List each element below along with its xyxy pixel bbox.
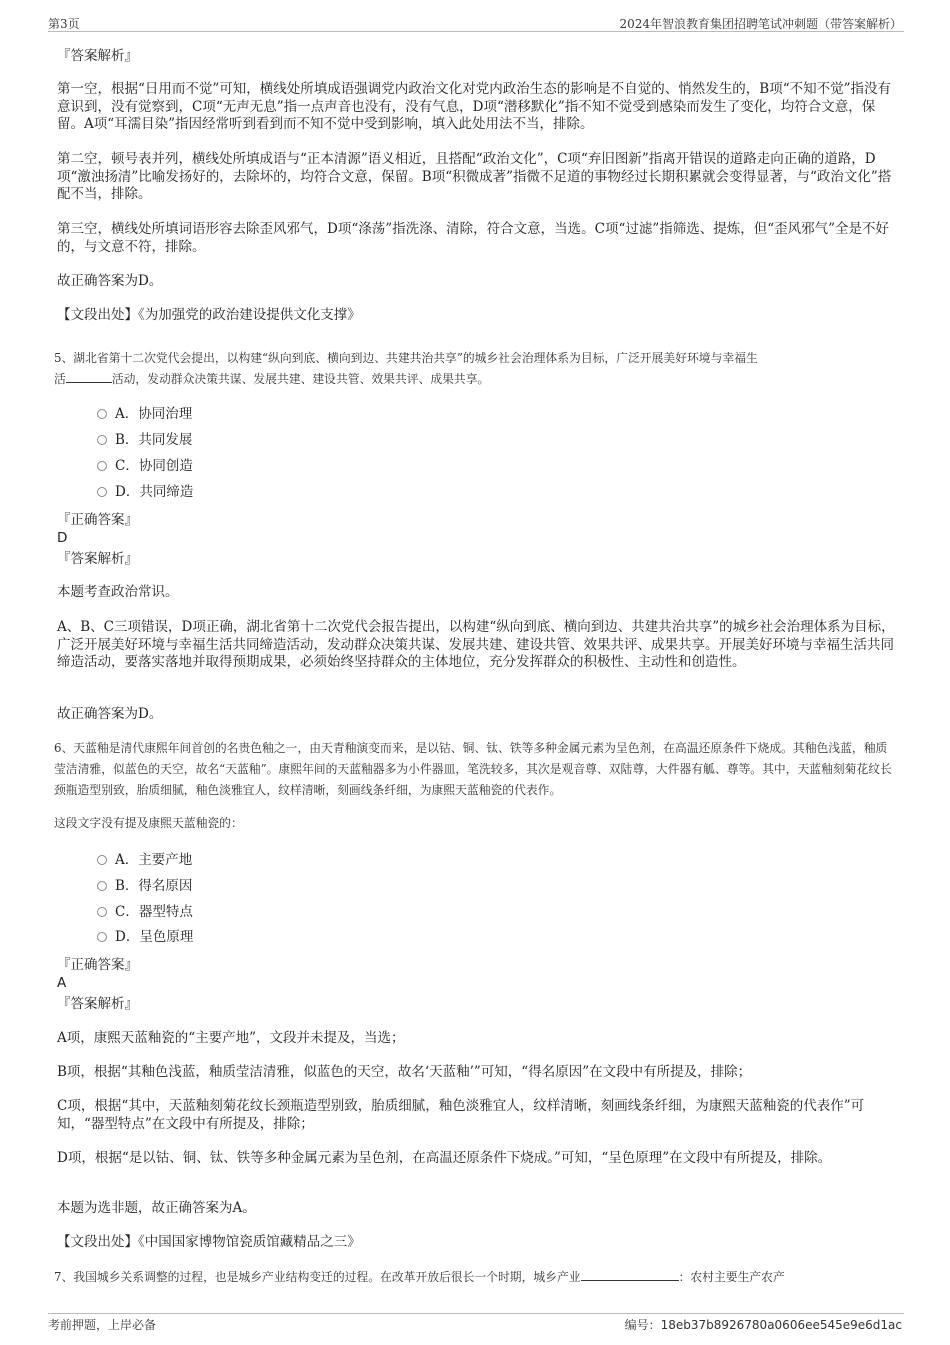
q5-analysis-label: 『答案解析』 <box>57 551 138 567</box>
q5-option-c[interactable]: C．协同创造 <box>97 457 193 475</box>
q7-stem-text-2: ：农村主要生产农产 <box>678 1270 785 1284</box>
radio-icon[interactable] <box>97 409 107 419</box>
q6-analysis-p2: B项，根据“其釉色浅蓝，釉质莹洁清雅，似蓝色的天空，故名‘天蓝釉’”可知，“得名原因”在文段中有所提及，排除； <box>57 1064 752 1080</box>
q6-option-c[interactable]: C．器型特点 <box>97 903 193 921</box>
q5-option-a[interactable]: A．协同治理 <box>97 405 192 423</box>
q6-question: 这段文字没有提及康熙天蓝釉瓷的： <box>54 816 243 830</box>
radio-icon[interactable] <box>97 435 107 445</box>
q4-source: 【文段出处】《为加强党的政治建设提供文化支撑》 <box>57 307 361 323</box>
q4-analysis-p3: 第三空，横线处所填词语形容去除歪风邪气，D项“涤荡”指洗涤、清除，符合文意，当选。C项“过滤”指筛选、提炼，但“歪风邪气”全是不好的，与文意不符，排除。 <box>57 221 890 255</box>
q7-stem <box>54 1267 899 1288</box>
q6-analysis-p3: C项，根据“其中，天蓝釉刻菊花纹长颈瓶造型别致，胎质细腻，釉色淡雅宜人，纹样清晰，刻画线条纤细，为康熙天蓝釉瓷的代表作”可知，“器型特点”在文段中有所提及，排除； <box>57 1098 865 1132</box>
q6-option-a[interactable]: A．主要产地 <box>97 851 192 869</box>
q6-correct-label: 『正确答案』 <box>57 957 138 973</box>
q5-analysis-p2: A、B、C三项错误，D项正确，湖北省第十二次党代会报告提出，以构建“纵向到底、横向到边、共建共治共享”的城乡社会治理体系为目标，广泛开展美好环境与幸福生活共同缔造活动，发动群众决策共谋、发展共建、建设共管、效果共评、成果共享。开展美好环境与幸福生活共同缔造活动，要落实落地并取得预期成果，必须始终坚持群众的主体地位，充分发挥群众的积极性、主动性和创造性。 <box>57 619 895 670</box>
footer-divider <box>48 1313 904 1314</box>
page-number: 第3页 <box>48 17 80 31</box>
answer-blank <box>66 370 112 383</box>
q4-analysis-p1: 第一空，根据“日用而不觉”可知，横线处所填成语强调党内政治文化对党内政治生态的影响是不自觉的、悄然发生的，B项“不知不觉”指没有意识到，没有觉察到，C项“无声无息”指一点声音也没有，没有气息，D项“潜移默化”指不知不觉受到感染而发生了变化，均符合文意，保留。A项“耳濡目染”指因经常听到看到而不知不觉中受到影响，填入此处用法不当，排除。 <box>57 81 892 132</box>
q5-correct-label: 『正确答案』 <box>57 512 138 528</box>
q6-source: 【文段出处】《中国国家博物馆瓷质馆藏精品之三》 <box>57 1234 361 1250</box>
q6-analysis-label: 『答案解析』 <box>57 996 138 1012</box>
radio-icon[interactable] <box>97 487 107 497</box>
q6-conclusion: 本题为选非题，故正确答案为A。 <box>57 1200 256 1216</box>
radio-icon[interactable] <box>97 907 107 917</box>
q6-stem: 6、天蓝釉是清代康熙年间首创的名贵色釉之一，由天青釉演变而来，是以钴、铜、钛、铁等多种金属元素为呈色剂，在高温还原条件下烧成。其釉色浅蓝，釉质莹洁清雅，似蓝色的天空，故名“天蓝釉”。康熙年间的天蓝釉器多为小件器皿，笔洗较多，其次是观音尊、双陆尊，大件器有觚、尊等。其中，天蓝釉刻菊花纹长颈瓶造型别致，胎质细腻，釉色淡雅宜人，纹样清晰，刻画线条纤细，为康熙天蓝釉瓷的代表作。 <box>54 741 892 797</box>
radio-icon[interactable] <box>97 855 107 865</box>
q6-option-b[interactable]: B．得名原因 <box>97 877 192 895</box>
q6-analysis-p1: A项，康熙天蓝釉瓷的“主要产地”，文段并未提及，当选； <box>57 1030 405 1046</box>
footer-slogan: 考前押题，上岸必备 <box>48 1318 157 1332</box>
q4-analysis-label: 『答案解析』 <box>57 48 138 64</box>
radio-icon[interactable] <box>97 461 107 471</box>
radio-icon[interactable] <box>97 881 107 891</box>
q4-conclusion: 故正确答案为D。 <box>57 273 163 289</box>
document-title: 2024年智浪教育集团招聘笔试冲刺题（带答案解析） <box>619 17 902 31</box>
q5-stem-text-2: 活 <box>54 372 66 386</box>
q5-answer: D <box>57 530 68 546</box>
footer-code-label: 编号： <box>624 1318 661 1332</box>
q5-analysis-p1: 本题考查政治常识。 <box>57 584 179 600</box>
q5-conclusion: 故正确答案为D。 <box>57 706 163 722</box>
radio-icon[interactable] <box>97 932 107 942</box>
answer-blank <box>581 1268 679 1281</box>
q5-stem-text: 5、湖北省第十二次党代会提出，以构建“纵向到底、横向到边、共建共治共享”的城乡社会治理体系为目标，广泛开展美好环境与幸福生 <box>54 351 758 365</box>
footer-code <box>625 1316 902 1333</box>
q6-analysis-p4: D项，根据“是以钴、铜、钛、铁等多种金属元素为呈色剂，在高温还原条件下烧成。”可知，“呈色原理”在文段中有所提及，排除。 <box>57 1150 832 1166</box>
q6-option-d[interactable]: D．呈色原理 <box>97 928 193 946</box>
q7-stem-text: 7、我国城乡关系调整的过程，也是城乡产业结构变迁的过程。在改革开放后很长一个时期，城乡产业 <box>54 1270 581 1284</box>
footer-code-value: 18eb37b8926780a0606ee545e9e6d1ac <box>660 1318 902 1332</box>
q5-stem <box>54 348 899 390</box>
q5-option-b[interactable]: B．共同发展 <box>97 431 192 449</box>
q5-option-d[interactable]: D．共同缔造 <box>97 483 193 501</box>
q5-stem-text-3: 活动，发动群众决策共谋、发展共建、建设共管、效果共评、成果共享。 <box>111 372 490 386</box>
header-divider <box>48 31 904 32</box>
page-header <box>0 0 950 32</box>
q4-analysis-p2: 第二空，顿号表并列，横线处所填成语与“正本清源”语义相近，且搭配“政治文化”，C项“弃旧图新”指离开错误的道路走向正确的道路，D项“激浊扬清”比喻发扬好的，去除坏的，均符合文意，保留。B项“积微成著”指微不足道的事物经过长期积累就会变得显著，与“政治文化”搭配不当，排除。 <box>57 151 892 202</box>
q6-answer: A <box>57 975 67 991</box>
